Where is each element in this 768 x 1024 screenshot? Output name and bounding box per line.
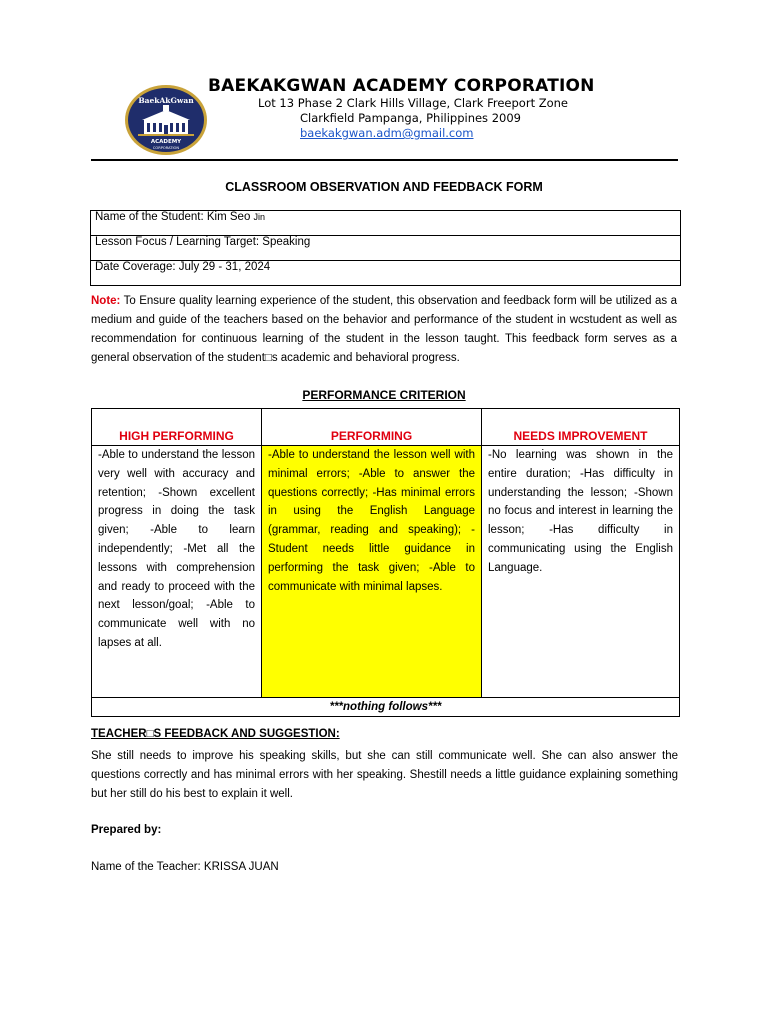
logo-text-top: BaekAkGwan (138, 96, 194, 105)
date-coverage-cell: Date Coverage: July 29 - 31, 2024 (91, 261, 681, 286)
form-title: CLASSROOM OBSERVATION AND FEEDBACK FORM (225, 180, 543, 194)
teacher-name: Name of the Teacher: KRISSA JUAN (91, 861, 279, 873)
feedback-title: TEACHER□S FEEDBACK AND SUGGESTION: (91, 728, 340, 740)
nothing-follows: ***nothing follows*** (92, 698, 680, 717)
needs-improvement-criteria: -No learning was shown in the entire duration; -Has difficulty in understanding the lesson; -Shown no focus and interest in learning the lesson; -Has difficulty in communicating using the English Language. (482, 446, 680, 698)
header-needs-improvement: NEEDS IMPROVEMENT (482, 409, 680, 446)
student-name-suffix: Jin (253, 212, 266, 222)
academy-logo (124, 84, 208, 156)
logo-text-sub: CORPORATION (152, 146, 180, 150)
high-performing-criteria: -Able to understand the lesson very well with accuracy and retention; -Shown excellent progress in doing the task given; -Able to learn independently; -Met all the lessons with comprehension and ready to proceed with the next lesson/goal; -Able to communicate well with no lapses at all. (92, 446, 262, 698)
feedback-text: She still needs to improve his speaking skills, but she can still communicate well. She can also answer the questions correctly and has minimal errors with her speaking. Shestill needs a little guidance explaining something but her still do his best to explain it well. (91, 750, 678, 800)
student-info-table (90, 210, 681, 286)
prepared-by-label: Prepared by: (91, 824, 162, 836)
note-paragraph (91, 292, 677, 368)
student-name-label: Name of the Student: Kim Seo (95, 211, 254, 223)
address-line-1: Lot 13 Phase 2 Clark Hills Village, Clark Freeport Zone (258, 96, 569, 110)
header-performing: PERFORMING (262, 409, 482, 446)
note-label: Note: (91, 295, 121, 307)
organization-name: BAEKAKGWAN ACADEMY CORPORATION (208, 76, 595, 96)
header-divider (91, 159, 678, 161)
note-text: To Ensure quality learning experience of the student, this observation and feedback form will be utilized as a medium and guide of the teachers based on the behavior and performance of the student in wcstudent as well as recommendation for continuous learning of the student in the lesson taught. This feedback form serves as a general observation of the student□s academic and behavioral progress. (91, 295, 677, 364)
lesson-focus-cell: Lesson Focus / Learning Target: Speaking (91, 236, 681, 261)
logo-text-bottom: ACADEMY (150, 139, 182, 145)
criterion-title: PERFORMANCE CRITERION (302, 388, 466, 402)
performance-criterion-table (91, 408, 680, 717)
performing-criteria: -Able to understand the lesson well with minimal errors; -Able to answer the questions correctly; -Has minimal errors in using the English Language (grammar, reading and speaking); -Student needs little guidance in performing the task given; -Able to communicate with minimal lapses. (262, 446, 482, 698)
address-line-2: Clarkfield Pampanga, Philippines 2009 (300, 111, 521, 125)
email-link[interactable]: baekakgwan.adm@gmail.com (300, 126, 474, 140)
header-high-performing: HIGH PERFORMING (92, 409, 262, 446)
student-name-cell (91, 211, 681, 236)
